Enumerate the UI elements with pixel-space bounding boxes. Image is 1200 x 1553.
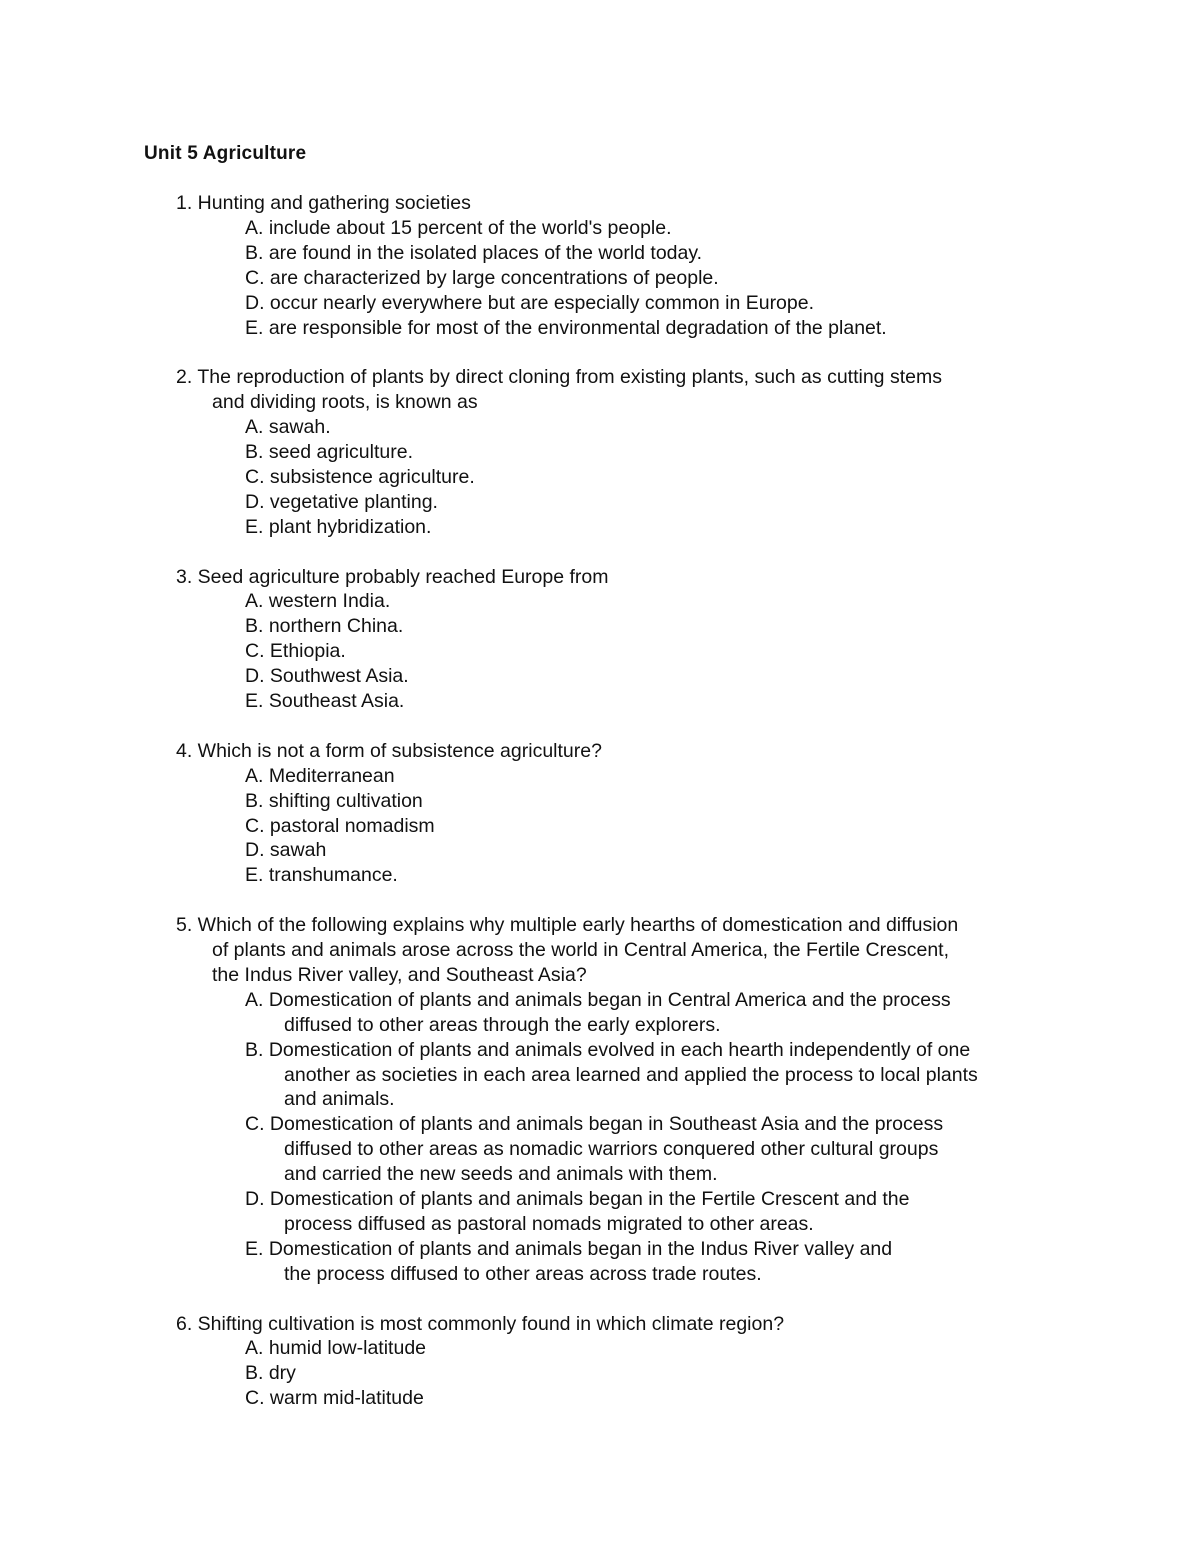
question-4-option: B. shifting cultivation: [245, 789, 423, 812]
question-1-option: A. include about 15 percent of the world's people.: [245, 216, 672, 239]
question-1-option: B. are found in the isolated places of the world today.: [245, 241, 703, 264]
question-5-stem: the Indus River valley, and Southeast Asia?: [212, 963, 587, 986]
question-3-option: D. Southwest Asia.: [245, 665, 409, 688]
question-6-option: C. warm mid-latitude: [245, 1387, 424, 1410]
question-2-option: C. subsistence agriculture.: [245, 465, 475, 488]
question-4-option: A. Mediterranean: [245, 764, 395, 787]
question-5-option: another as societies in each area learned and applied the process to local plants: [284, 1063, 978, 1086]
question-5-option: and carried the new seeds and animals with them.: [284, 1163, 718, 1186]
question-5-option: A. Domestication of plants and animals began in Central America and the process: [245, 988, 951, 1011]
question-5-option: E. Domestication of plants and animals began in the Indus River valley and: [245, 1237, 893, 1260]
question-5-option: C. Domestication of plants and animals began in Southeast Asia and the process: [245, 1113, 944, 1136]
question-2-option: D. vegetative planting.: [245, 490, 438, 513]
question-3-option: C. Ethiopia.: [245, 640, 346, 663]
question-3-option: B. northern China.: [245, 615, 404, 638]
question-5-option: and animals.: [284, 1088, 395, 1111]
question-5-option: process diffused as pastoral nomads migrated to other areas.: [284, 1212, 814, 1235]
question-4-stem: 4. Which is not a form of subsistence agriculture?: [176, 739, 602, 762]
question-5-stem: of plants and animals arose across the world in Central America, the Fertile Crescent,: [212, 939, 950, 961]
question-5-option: the process diffused to other areas across trade routes.: [284, 1262, 762, 1285]
question-4-option: C. pastoral nomadism: [245, 814, 435, 837]
question-4-option: D. sawah: [245, 839, 327, 862]
question-5-stem: 5. Which of the following explains why multiple early hearths of domestication and diffusion: [176, 914, 959, 937]
question-5-option: B. Domestication of plants and animals evolved in each hearth independently of one: [245, 1038, 971, 1061]
question-6-option: B. dry: [245, 1362, 296, 1385]
question-2-option: B. seed agriculture.: [245, 441, 414, 463]
question-3-option: A. western India.: [245, 590, 391, 613]
question-1-option: E. are responsible for most of the environmental degradation of the planet.: [245, 316, 887, 339]
question-6-option: A. humid low-latitude: [245, 1337, 427, 1360]
document-title: Unit 5 Agriculture: [144, 143, 307, 164]
question-3-option: E. Southeast Asia.: [245, 690, 405, 712]
question-4-option: E. transhumance.: [245, 864, 398, 887]
question-2-option: A. sawah.: [245, 416, 331, 439]
question-2-option: E. plant hybridization.: [245, 515, 432, 538]
question-6-stem: 6. Shifting cultivation is most commonly found in which climate region?: [176, 1312, 785, 1335]
question-5-option: D. Domestication of plants and animals began in the Fertile Crescent and the: [245, 1188, 910, 1210]
question-3-stem: 3. Seed agriculture probably reached Europe from: [176, 565, 609, 588]
question-2-stem: and dividing roots, is known as: [212, 391, 478, 414]
question-5-option: diffused to other areas through the early explorers.: [284, 1013, 721, 1036]
question-1-option: C. are characterized by large concentrations of people.: [245, 266, 719, 289]
question-5-option: diffused to other areas as nomadic warriors conquered other cultural groups: [284, 1138, 939, 1161]
question-2-stem: 2. The reproduction of plants by direct cloning from existing plants, such as cutting stems: [176, 366, 942, 389]
question-1-option: D. occur nearly everywhere but are especially common in Europe.: [245, 291, 815, 314]
question-1-stem: 1. Hunting and gathering societies: [176, 192, 471, 214]
